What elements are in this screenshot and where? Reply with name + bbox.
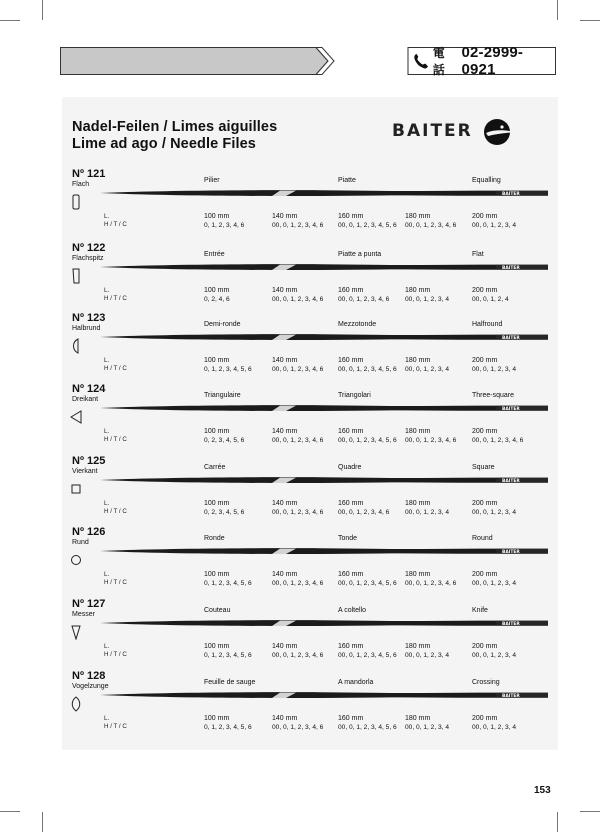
item-name-french: Couteau <box>204 607 231 614</box>
needle-file-illustration <box>100 330 548 344</box>
spec-label-cut: H / T / C <box>104 579 127 586</box>
length-value: 200 mm <box>472 213 498 220</box>
cut-values: 00, 0, 1, 2, 3, 4, 5, 6 <box>338 366 397 373</box>
cut-values: 00, 0, 1, 2, 3, 4 <box>405 652 449 659</box>
needle-file-illustration <box>100 473 548 487</box>
length-value: 160 mm <box>338 571 364 578</box>
catalog-title-line-1: Nadel-Feilen / Limes aiguilles <box>72 119 278 135</box>
telephone-icon <box>412 52 430 70</box>
spec-label-length: L. <box>104 500 110 507</box>
spec-label-length: L. <box>104 715 110 722</box>
crop-mark <box>557 812 558 832</box>
spec-label-length: L. <box>104 428 110 435</box>
cut-values: 00, 0, 1, 2, 3, 4, 6 <box>405 580 457 587</box>
cut-values: 0, 1, 2, 3, 4, 5, 6 <box>204 580 252 587</box>
length-value: 140 mm <box>272 428 298 435</box>
item-name-french: Demi-ronde <box>204 321 241 328</box>
spec-label-length: L. <box>104 213 110 220</box>
length-value: 160 mm <box>338 500 364 507</box>
length-value: 160 mm <box>338 715 364 722</box>
crop-mark <box>0 811 20 812</box>
baiter-logo <box>392 119 522 145</box>
item-number: Nº 128 <box>72 670 106 682</box>
page-number: 153 <box>534 785 551 796</box>
cut-values: 00, 0, 1, 2, 3, 4 <box>405 509 449 516</box>
length-value: 140 mm <box>272 500 298 507</box>
length-value: 180 mm <box>405 357 431 364</box>
length-value: 100 mm <box>204 357 230 364</box>
file-brand-imprint: BAITER <box>502 407 520 412</box>
knife-profile-icon <box>70 624 82 640</box>
item-name-german: Vierkant <box>72 468 98 475</box>
item-name-german: Dreikant <box>72 396 99 403</box>
file-brand-imprint: BAITER <box>502 550 520 555</box>
file-brand-imprint: BAITER <box>502 694 520 699</box>
file-item <box>62 526 558 598</box>
spec-label-cut: H / T / C <box>104 508 127 515</box>
cut-values: 00, 0, 1, 2, 3, 4 <box>472 509 516 516</box>
item-name-italian: A coltello <box>338 607 367 614</box>
cut-values: 00, 0, 1, 2, 3, 4, 6 <box>472 437 524 444</box>
length-value: 100 mm <box>204 715 230 722</box>
spec-label-length: L. <box>104 643 110 650</box>
cut-values: 00, 0, 1, 2, 3, 4, 6 <box>338 509 390 516</box>
cut-values: 00, 0, 1, 2, 3, 4, 6 <box>272 724 324 731</box>
crop-mark <box>580 20 600 21</box>
spec-label-length: L. <box>104 287 110 294</box>
item-name-italian: Piatte a punta <box>338 251 382 258</box>
item-name-german: Flachspitz <box>72 255 104 262</box>
cut-values: 00, 0, 1, 2, 3, 4, 6 <box>405 222 457 229</box>
spec-label-length: L. <box>104 357 110 364</box>
item-name-italian: Tonde <box>338 535 358 542</box>
length-value: 180 mm <box>405 213 431 220</box>
cut-values: 0, 2, 3, 4, 5, 6 <box>204 437 245 444</box>
item-name-german: Messer <box>72 611 95 618</box>
cut-values: 00, 0, 1, 2, 3, 4 <box>405 724 449 731</box>
item-name-english: Square <box>472 464 495 471</box>
length-value: 160 mm <box>338 357 364 364</box>
needle-file-illustration <box>100 616 548 630</box>
length-value: 200 mm <box>472 428 498 435</box>
spec-label-cut: H / T / C <box>104 651 127 658</box>
brand-name: BAITER <box>392 121 473 141</box>
needle-file-illustration <box>100 688 548 702</box>
cut-values: 00, 0, 1, 2, 3, 4, 6 <box>272 296 324 303</box>
crop-mark <box>557 0 558 20</box>
item-number: Nº 123 <box>72 312 106 324</box>
crop-mark <box>580 811 600 812</box>
needle-file-illustration <box>100 186 548 200</box>
cut-values: 00, 0, 1, 2, 3, 4, 6 <box>272 222 324 229</box>
item-number: Nº 125 <box>72 455 106 467</box>
length-value: 140 mm <box>272 357 298 364</box>
length-value: 180 mm <box>405 287 431 294</box>
cut-values: 00, 0, 1, 2, 3, 4 <box>472 580 516 587</box>
needle-file-illustration <box>100 544 548 558</box>
needle-file-illustration <box>100 401 548 415</box>
cut-values: 00, 0, 1, 2, 3, 4, 6 <box>405 437 457 444</box>
round-profile-icon <box>70 552 82 568</box>
item-name-french: Carrée <box>204 464 226 471</box>
length-value: 200 mm <box>472 643 498 650</box>
cut-values: 00, 0, 1, 2, 3, 4, 6 <box>272 652 324 659</box>
item-name-italian: A mandorla <box>338 679 374 686</box>
file-item <box>62 168 558 240</box>
catalog-panel <box>62 97 558 750</box>
cut-values: 00, 0, 1, 2, 3, 4 <box>472 222 516 229</box>
item-name-french: Pilier <box>204 177 220 184</box>
item-name-german: Vogelzunge <box>72 683 109 690</box>
phone-label: 電話 <box>432 46 445 77</box>
length-value: 200 mm <box>472 357 498 364</box>
item-name-french: Ronde <box>204 535 225 542</box>
spec-label-cut: H / T / C <box>104 295 127 302</box>
length-value: 160 mm <box>338 287 364 294</box>
length-value: 160 mm <box>338 643 364 650</box>
item-number: Nº 124 <box>72 383 106 395</box>
cut-values: 0, 1, 2, 3, 4, 5, 6 <box>204 724 252 731</box>
phone-contact <box>408 44 556 78</box>
spec-label-length: L. <box>104 571 110 578</box>
length-value: 200 mm <box>472 571 498 578</box>
file-item <box>62 455 558 527</box>
cut-values: 00, 0, 1, 2, 3, 4, 5, 6 <box>338 222 397 229</box>
crop-mark <box>42 812 43 832</box>
cut-values: 00, 0, 1, 2, 3, 4, 6 <box>338 296 390 303</box>
spec-label-cut: H / T / C <box>104 365 127 372</box>
length-value: 180 mm <box>405 500 431 507</box>
item-name-english: Equalling <box>472 177 501 184</box>
crossing-profile-icon <box>70 696 82 712</box>
phone-number[interactable]: 02-2999-0921 <box>461 44 524 78</box>
bird-head-logo-icon <box>482 117 516 147</box>
file-item <box>62 670 558 742</box>
cut-values: 00, 0, 1, 2, 3, 4 <box>405 296 449 303</box>
cut-values: 00, 0, 1, 2, 3, 4 <box>405 366 449 373</box>
length-value: 160 mm <box>338 428 364 435</box>
cut-values: 00, 0, 1, 2, 3, 4, 6 <box>272 509 324 516</box>
cut-values: 00, 0, 1, 2, 3, 4, 5, 6 <box>338 724 397 731</box>
crop-mark <box>0 20 20 21</box>
item-name-italian: Quadre <box>338 464 362 471</box>
file-brand-imprint: BAITER <box>502 622 520 627</box>
file-brand-imprint: BAITER <box>502 266 520 271</box>
item-name-english: Halfround <box>472 321 503 328</box>
cut-values: 0, 1, 2, 3, 4, 5, 6 <box>204 366 252 373</box>
cut-values: 00, 0, 1, 2, 3, 4, 5, 6 <box>338 652 397 659</box>
cut-values: 0, 2, 3, 4, 5, 6 <box>204 509 245 516</box>
length-value: 180 mm <box>405 428 431 435</box>
item-name-english: Three-square <box>472 392 515 399</box>
length-value: 140 mm <box>272 715 298 722</box>
item-name-english: Crossing <box>472 679 500 686</box>
length-value: 200 mm <box>472 715 498 722</box>
cut-values: 00, 0, 1, 2, 3, 4, 5, 6 <box>338 437 397 444</box>
item-name-french: Triangulaire <box>204 392 241 399</box>
triangular-profile-icon <box>70 409 82 425</box>
item-number: Nº 122 <box>72 242 106 254</box>
item-name-german: Flach <box>72 181 90 188</box>
file-brand-imprint: BAITER <box>502 192 520 197</box>
item-name-french: Entrée <box>204 251 225 258</box>
item-name-english: Round <box>472 535 493 542</box>
length-value: 200 mm <box>472 287 498 294</box>
flat-profile-icon <box>70 194 82 210</box>
item-name-english: Flat <box>472 251 484 258</box>
item-number: Nº 121 <box>72 168 106 180</box>
cut-values: 00, 0, 1, 2, 3, 4, 6 <box>272 580 324 587</box>
cut-values: 00, 0, 1, 2, 3, 4 <box>472 652 516 659</box>
item-name-german: Halbrund <box>72 325 101 332</box>
cut-values: 00, 0, 1, 2, 3, 4 <box>472 724 516 731</box>
spec-label-cut: H / T / C <box>104 221 127 228</box>
length-value: 140 mm <box>272 571 298 578</box>
needle-file-illustration <box>100 260 548 274</box>
crop-mark <box>42 0 43 20</box>
cut-values: 00, 0, 1, 2, 3, 4, 5, 6 <box>338 580 397 587</box>
length-value: 100 mm <box>204 213 230 220</box>
length-value: 100 mm <box>204 500 230 507</box>
file-item <box>62 312 558 384</box>
cut-values: 0, 2, 4, 6 <box>204 296 230 303</box>
catalog-title-line-2: Lime ad ago / Needle Files <box>72 136 256 152</box>
length-value: 140 mm <box>272 643 298 650</box>
item-name-french: Feuille de sauge <box>204 679 256 686</box>
item-number: Nº 126 <box>72 526 106 538</box>
item-name-english: Knife <box>472 607 488 614</box>
cut-values: 0, 1, 2, 3, 4, 6 <box>204 222 245 229</box>
length-value: 180 mm <box>405 571 431 578</box>
header-banner <box>60 44 556 78</box>
cut-values: 00, 0, 1, 2, 4 <box>472 296 509 303</box>
length-value: 100 mm <box>204 287 230 294</box>
file-item <box>62 242 558 314</box>
cut-values: 00, 0, 1, 2, 3, 4, 6 <box>272 366 324 373</box>
item-name-german: Rund <box>72 539 89 546</box>
cut-values: 0, 1, 2, 3, 4, 5, 6 <box>204 652 252 659</box>
cut-values: 00, 0, 1, 2, 3, 4, 6 <box>272 437 324 444</box>
length-value: 140 mm <box>272 287 298 294</box>
file-brand-imprint: BAITER <box>502 336 520 341</box>
spec-label-cut: H / T / C <box>104 723 127 730</box>
item-number: Nº 127 <box>72 598 106 610</box>
cut-values: 00, 0, 1, 2, 3, 4 <box>472 366 516 373</box>
flat-pointed-profile-icon <box>70 268 82 284</box>
length-value: 180 mm <box>405 643 431 650</box>
item-name-italian: Triangolari <box>338 392 371 399</box>
length-value: 140 mm <box>272 213 298 220</box>
length-value: 100 mm <box>204 643 230 650</box>
item-name-italian: Piatte <box>338 177 356 184</box>
half-round-profile-icon <box>70 338 82 354</box>
file-brand-imprint: BAITER <box>502 479 520 484</box>
file-item <box>62 383 558 455</box>
item-name-italian: Mezzotonde <box>338 321 377 328</box>
square-profile-icon <box>70 481 82 497</box>
length-value: 100 mm <box>204 428 230 435</box>
length-value: 180 mm <box>405 715 431 722</box>
file-item <box>62 598 558 670</box>
spec-label-cut: H / T / C <box>104 436 127 443</box>
length-value: 160 mm <box>338 213 364 220</box>
length-value: 200 mm <box>472 500 498 507</box>
length-value: 100 mm <box>204 571 230 578</box>
